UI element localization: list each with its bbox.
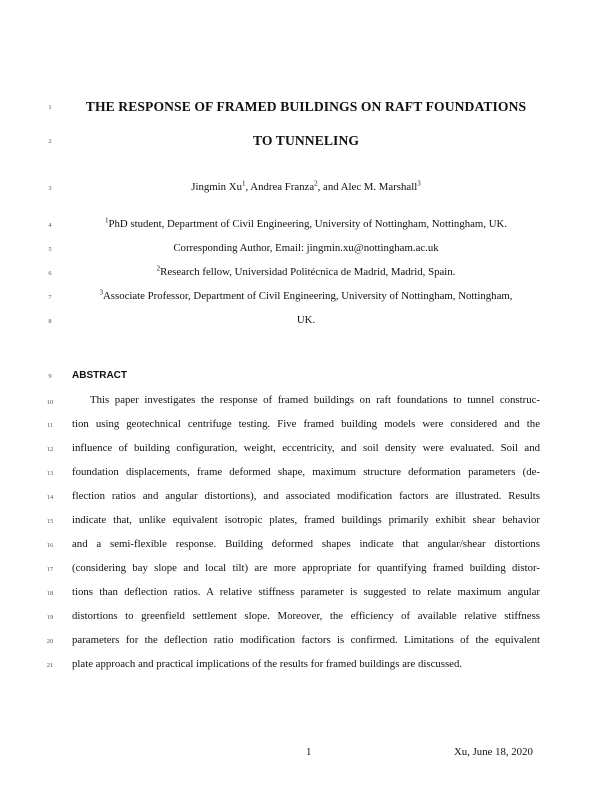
line-number: 18 <box>46 590 54 597</box>
line-number: 12 <box>46 446 54 453</box>
author-name: , and Alec M. Marshall <box>317 181 418 193</box>
abstract-line: tions than deflection ratios. A relative stiffness parameter is suggested to relate maximum angular <box>72 586 540 598</box>
affiliation-2 <box>72 266 540 278</box>
line-number: 13 <box>46 470 54 477</box>
line-number: 17 <box>46 566 54 573</box>
line-number: 2 <box>48 138 52 145</box>
abstract-line: foundation displacements, frame deformed shape, maximum structure deformation parameters (de- <box>72 466 540 478</box>
line-number: 20 <box>46 638 54 645</box>
affiliation-text: Research fellow, Universidad Politécnica de Madrid, Madrid, Spain. <box>160 266 456 278</box>
abstract-line: This paper investigates the response of framed buildings on raft foundations to tunnel construc- <box>90 394 540 406</box>
author-superscript: 3 <box>417 179 421 188</box>
line-number: 1 <box>48 104 52 111</box>
line-number: 4 <box>48 222 52 229</box>
abstract-line: indicate that, unlike equivalent isotropic plates, framed buildings primarily exhibit shear behavior <box>72 514 540 526</box>
line-number: 19 <box>46 614 54 621</box>
line-number: 3 <box>48 185 52 192</box>
abstract-line: and a semi-flexible response. Building deformed shapes indicate that angular/shear distortions <box>72 538 540 550</box>
line-number: 21 <box>46 662 54 669</box>
running-footer: Xu, June 18, 2020 <box>454 746 533 758</box>
line-number: 15 <box>46 518 54 525</box>
abstract-heading: ABSTRACT <box>72 370 127 381</box>
author-superscript: 2 <box>314 179 318 188</box>
line-number: 6 <box>48 270 52 277</box>
line-number: 9 <box>48 373 52 380</box>
paper-title-line-1: THE RESPONSE OF FRAMED BUILDINGS ON RAFT FOUNDATIONS <box>85 99 527 114</box>
line-number: 8 <box>48 318 52 325</box>
affiliation-3-continued: UK. <box>296 314 316 326</box>
author-superscript: 1 <box>241 179 246 188</box>
page-number: 1 <box>306 746 312 758</box>
affiliation-text: Associate Professor, Department of Civil Engineering, University of Nottingham, Nottingham, <box>103 290 513 302</box>
abstract-line: plate approach and practical implications of the results for framed buildings are discussed. <box>72 658 463 670</box>
abstract-line: influence of building configuration, weight, eccentricity, and soil density were evaluated. Soil and <box>72 442 540 454</box>
affiliation-superscript: 2 <box>156 264 161 273</box>
abstract-line: flection ratios and angular distortions), and associated modification factors are illustrated. Results <box>72 490 540 502</box>
line-number: 16 <box>46 542 54 549</box>
abstract-line: (considering bay slope and local tilt) are more appropriate for quantifying framed building distor- <box>72 562 540 574</box>
affiliation-3 <box>72 290 540 302</box>
line-number: 11 <box>46 422 54 429</box>
author-name: Jingmin Xu <box>191 181 242 193</box>
abstract-line: tion using geotechnical centrifuge testing. Five framed building models were considered and the <box>72 418 540 430</box>
author-name: , Andrea Franza <box>245 181 315 193</box>
paper-title-line-2: TO TUNNELING <box>252 133 360 148</box>
affiliation-superscript: 3 <box>99 288 103 297</box>
author-list <box>72 181 540 193</box>
line-number: 14 <box>46 494 54 501</box>
abstract-line: parameters for the deflection ratio modification factors is confirmed. Limitations of the equivalent <box>72 634 540 646</box>
line-number: 7 <box>48 294 52 301</box>
line-number: 10 <box>46 399 54 406</box>
line-number: 5 <box>48 246 52 253</box>
affiliation-superscript: 1 <box>104 216 109 225</box>
affiliation-1 <box>72 218 540 230</box>
affiliation-text: PhD student, Department of Civil Engineering, University of Nottingham, Nottingham, UK. <box>108 218 508 230</box>
abstract-line: distortions to greenfield settlement slope. Moreover, the efficiency of available relative stiffness <box>72 610 540 622</box>
corresponding-author: Corresponding Author, Email: jingmin.xu@nottingham.ac.uk <box>173 242 439 254</box>
